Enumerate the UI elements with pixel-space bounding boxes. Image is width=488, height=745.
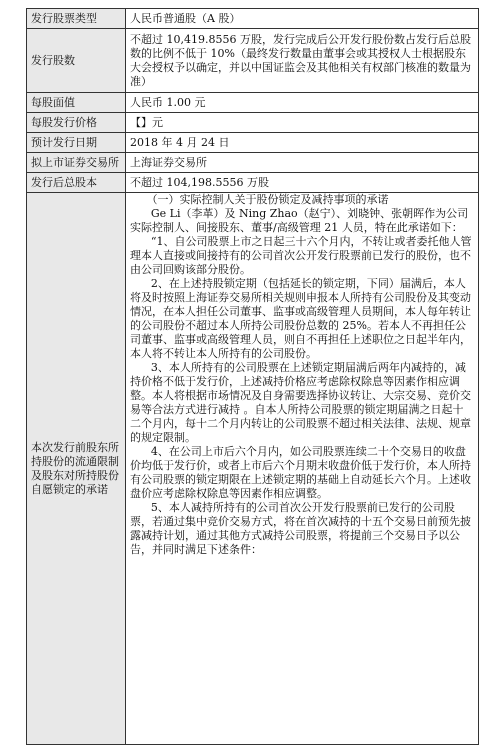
- row-issue-date: [27, 133, 479, 153]
- label-issue-date: 预计发行日期: [27, 133, 126, 153]
- label-lockup-undertaking: 本次发行前股东所持股份的流通限制及股东对所持股份自愿锁定的承诺: [27, 193, 126, 745]
- row-share-type: [27, 9, 479, 29]
- label-exchange: 拟上市证券交易所: [27, 153, 126, 173]
- undertaking-paragraph: 5、本人减持所持有的公司首次公开发行股票前已发行的公司股票，若通过集中竞价交易方式，将在首次减持的十五个交易日前预先披露减持计划，通过其他方式减持公司股票，将提前三个交易日予以公告，并同时满足下述条件：: [130, 501, 471, 556]
- value-issue-price: 【】元: [126, 113, 479, 133]
- label-issue-price: 每股发行价格: [27, 113, 126, 133]
- undertaking-paragraph: “1、自公司股票上市之日起三十六个月内，不转让或者委托他人管理本人直接或间接持有的公司首次公开发行股票前已发行的股份，也不由公司回购该部分股份。: [130, 235, 472, 276]
- row-issue-amount: [27, 29, 479, 93]
- undertaking-paragraph: 3、本人所持有的公司股票在上述锁定期届满后两年内减持的，减持价格不低于发行价，上述减持价格应考虑除权除息等因素作相应调整。本人将根据市场情况及自身需要选择协议转让、大宗交易、竞价交易等合法方式进行减持 。自本人所持公司股票的锁定期届满之日起十二个月内，每十二个月内转让的公司股票不超过相关法律、法规、规章的规定限制。: [130, 361, 471, 444]
- value-share-type: 人民币普通股（A 股）: [126, 9, 479, 29]
- label-total-shares: 发行后总股本: [27, 173, 126, 193]
- label-share-type: 发行股票类型: [27, 9, 126, 29]
- label-par-value: 每股面值: [27, 93, 126, 113]
- undertaking-text: [130, 193, 474, 744]
- row-lockup-undertaking: [27, 193, 479, 745]
- undertaking-paragraph: 2、在上述持股锁定期（包括延长的锁定期，下同）届满后，本人将及时按照上海证券交易所相关规则申报本人所持有公司股份及其变动情况，在本人担任公司董事、监事或高级管理人员期间，本人每年转让的公司股份不超过本人所持公司股份总数的 25%。若本人不再担任公司董事、监事或高级管理人员，则自不再担任上述职位之日起半年内，本人将不转让本人所持有的公司股份。: [130, 277, 471, 360]
- value-par-value: 人民币 1.00 元: [126, 93, 479, 113]
- value-lockup-undertaking: [126, 193, 479, 745]
- value-issue-amount: 不超过 10,419.8556 万股，发行完成后公开发行股份数占发行后总股数的比例不低于 10%（最终发行数量由董事会或其授权人士根据股东大会授权予以确定，并以中国证监会及其他相关有权部门核准的数量为准）: [126, 29, 479, 93]
- row-par-value: [27, 93, 479, 113]
- value-exchange: 上海证券交易所: [126, 153, 479, 173]
- row-total-shares: [27, 173, 479, 193]
- undertaking-heading: （一）实际控制人关于股份锁定及减持事项的承诺: [146, 193, 389, 206]
- value-total-shares: 不超过 104,198.5556 万股: [126, 173, 479, 193]
- label-issue-amount: 发行股数: [27, 29, 126, 93]
- row-exchange: [27, 153, 479, 173]
- undertaking-paragraph: Ge Li（李革）及 Ning Zhao（赵宁）、刘晓钟、张朝晖作为公司实际控制人、间接股东、董事/高级管理 21 人员，特在此承诺如下：: [130, 207, 469, 234]
- offering-summary-table: [26, 8, 479, 745]
- value-issue-date: 2018 年 4 月 24 日: [126, 133, 479, 153]
- undertaking-paragraph: 4、在公司上市后六个月内，如公司股票连续二十个交易日的收盘价均低于发行价，或者上市后六个月期末收盘价低于发行价，本人所持有公司股票的锁定期限在上述锁定期的基础上自动延长六个月。上述收盘价应考虑除权除息等因素作相应调整。: [130, 445, 471, 500]
- row-issue-price: [27, 113, 479, 133]
